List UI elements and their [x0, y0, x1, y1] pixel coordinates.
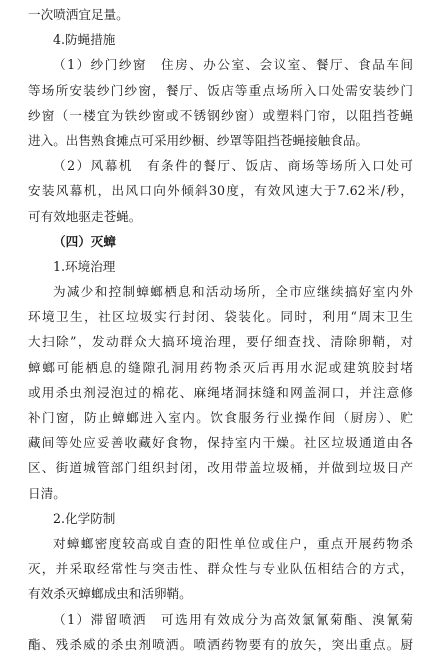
- text-line: 灭，并采取经常性与突击性、群众性与专业队伍相结合的方式，: [28, 561, 413, 577]
- text-line: 对蟑螂密度较高或自查的阳性单位或住户，重点开展药物杀: [53, 535, 413, 551]
- chapter-heading: （四）灭蟑: [53, 233, 116, 249]
- text-line: 一次喷洒宜足量。: [28, 7, 129, 22]
- text-line: （1）纱门纱窗 住房、办公室、会议室、餐厅、食品车间: [53, 57, 413, 73]
- text-line: 可有效地驱走苍蝇。: [28, 208, 142, 224]
- text-line: 藏间等处应妥善收藏好食物，保持室内干燥。社区垃圾通道由各: [28, 435, 413, 451]
- text-line: 蟑螂可能栖息的缝隙孔洞用药物杀灭后再用水泥或建筑胶封堵: [28, 359, 413, 375]
- text-line: 纱窗（一楼宜为铁纱窗或不锈钢纱窗）或塑料门帘，以阻挡苍蝇: [28, 107, 413, 123]
- text-line: （2）风幕机 有条件的餐厅、饭店、商场等场所入口处可: [53, 158, 413, 174]
- section-heading: 4.防蝇措施: [53, 32, 116, 48]
- text-line: （1）滞留喷洒 可选用有效成分为高效氯氰菊酯、溴氰菊: [53, 611, 413, 627]
- section-heading: 1.环境治理: [53, 258, 116, 274]
- section-heading: 2.化学防制: [53, 510, 116, 526]
- text-line: 酯、残杀威的杀虫剂喷洒。喷洒药物要有的放矢，突出重点。厨: [28, 636, 413, 652]
- text-line: 日清。: [28, 485, 66, 501]
- text-line: 安装风幕机，出风口向外倾斜30度，有效风速大于7.62米/秒，: [28, 183, 413, 199]
- text-line: 进入。出售熟食摊点可采用纱橱、纱罩等阻挡苍蝇接触食品。: [28, 132, 369, 148]
- text-line: 区、街道城管部门组织封闭，改用带盖垃圾桶，并做到垃圾日产: [28, 460, 413, 476]
- text-line: 有效杀灭蟑螂成虫和活卵鞘。: [28, 586, 192, 602]
- text-line: 为减少和控制蟑螂栖息和活动场所，全市应继续搞好室内外: [53, 284, 413, 300]
- text-line: 大扫除”，发动群众大搞环境治理，要仔细查找、清除卵鞘，对: [28, 334, 413, 350]
- text-line: 环境卫生，社区垃圾实行封闭、袋装化。同时，利用“周末卫生: [28, 309, 413, 325]
- text-line: 等场所安装纱门纱窗，餐厅、饭店等重点场所入口处需安装纱门: [28, 82, 413, 98]
- text-line: 或用杀虫剂浸泡过的棉花、麻绳堵洞抹缝和网盖洞口，并注意修: [28, 384, 413, 400]
- text-line: 补门窗，防止蟑螂进入室内。饮食服务行业操作间（厨房）、贮: [28, 410, 413, 425]
